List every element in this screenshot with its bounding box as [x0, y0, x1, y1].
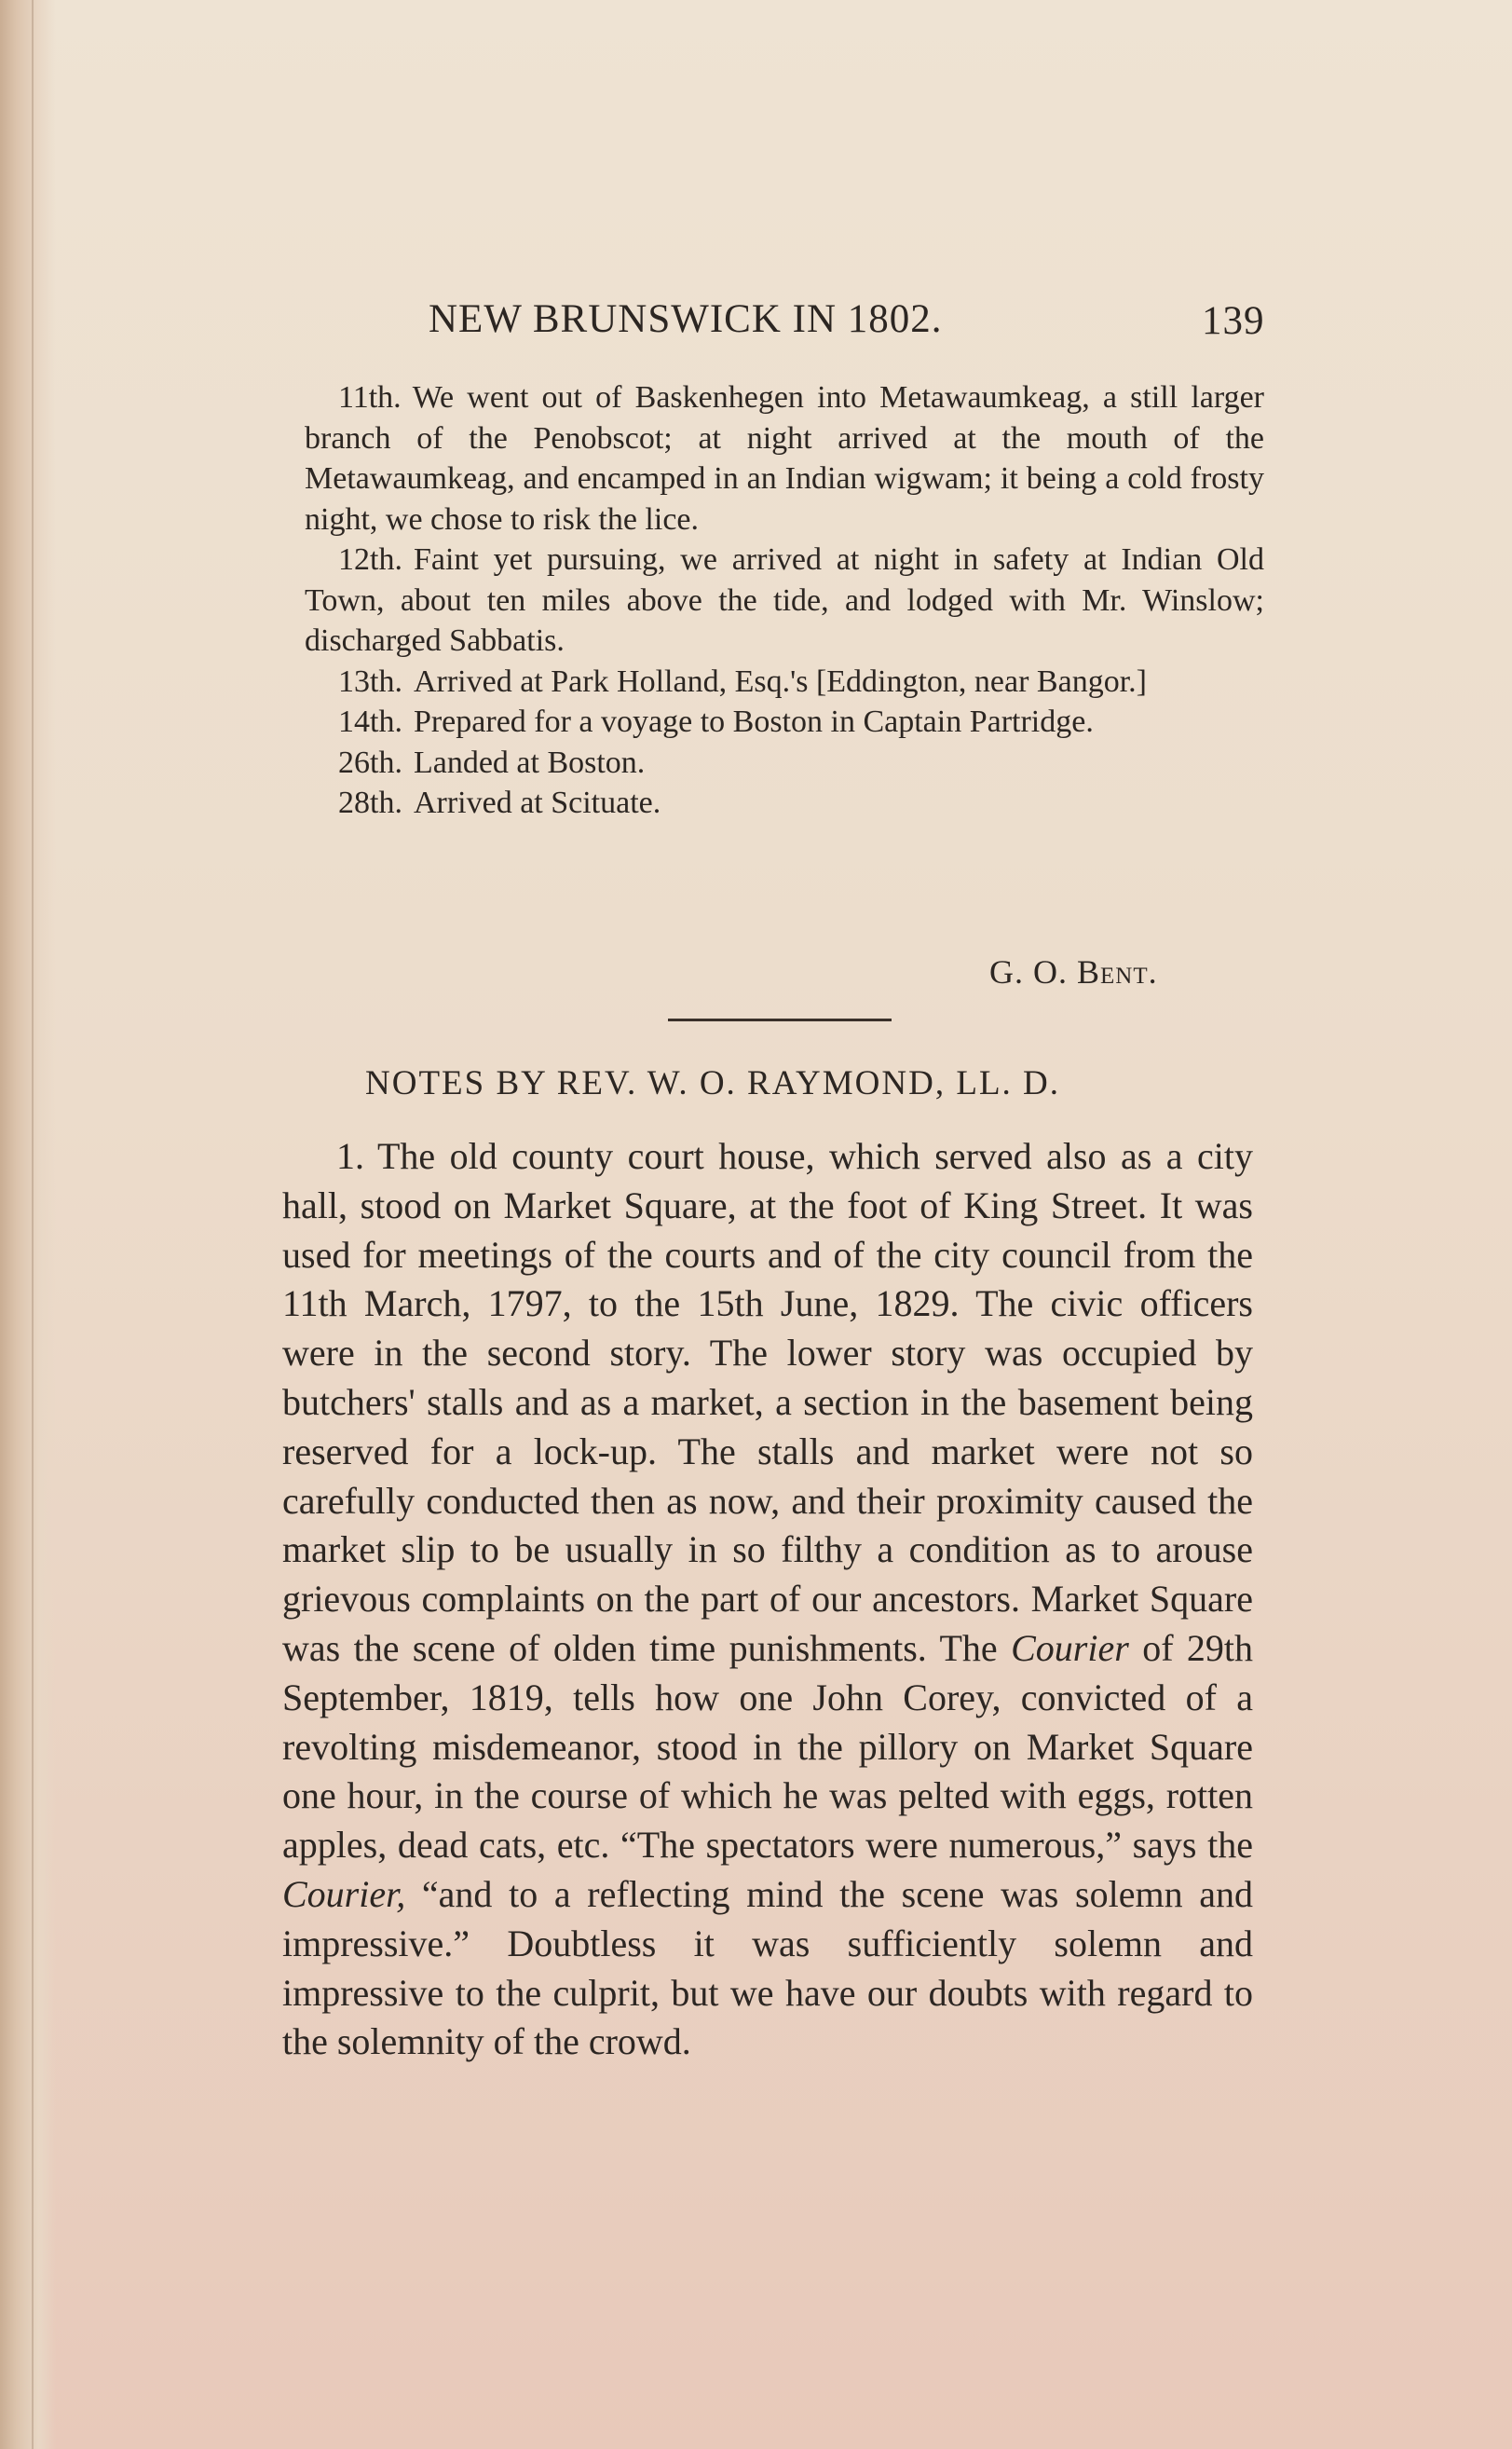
note-text: “and to a reflecting mind the scene was solemn and impressive.” Doubtless it was sufficiently solemn and impressive to the culprit, but we have our doubts with regard to the solemnity of the crowd.	[282, 1872, 1254, 2063]
entry-date: 13th.	[338, 664, 402, 699]
signature-surname: Bent.	[1077, 953, 1158, 991]
diary-entry	[305, 743, 1264, 784]
binding-shadow	[0, 0, 56, 2449]
entry-text: Prepared for a voyage to Boston in Captain Partridge.	[413, 705, 1094, 739]
running-head	[429, 296, 1286, 352]
diary-entry	[305, 783, 1264, 824]
binding-edge	[32, 0, 34, 2449]
diary-entry	[305, 662, 1264, 703]
diary-entry	[305, 540, 1264, 662]
signature-initials: G. O.	[989, 953, 1068, 991]
newspaper-title: Courier	[1011, 1626, 1129, 1669]
section-divider	[668, 1019, 892, 1021]
newspaper-title: Courier,	[282, 1872, 406, 1915]
diary-entry	[305, 377, 1264, 540]
entry-text: Landed at Boston.	[413, 745, 646, 780]
entry-date: 26th.	[338, 745, 402, 780]
note-text: The old county court house, which served also as a city hall, stood on Market Square, at the foot of King Street. It was used for meetings of the courts and of the city council from the 11th March, 1797, to the 15th June, 1829. The civic officers were in the second story. The lower story was occupied by butchers' stalls and as a market, a section in the basement being reserved for a lock-up. The stalls and market were not so carefully conducted then as now, and their proximity caused the market slip to be usually in so filthy a condition as to arouse grievous complaints on the part of our ancestors. Market Square was the scene of olden time punishments. The	[282, 1135, 1253, 1669]
entry-date: 14th.	[338, 705, 402, 739]
author-signature	[989, 952, 1158, 992]
diary-entries	[305, 377, 1264, 824]
entry-date: 11th.	[338, 380, 402, 415]
note-text: of 29th September, 1819, tells how one John Corey, convicted of a revolting misdemeanor, stood in the pillory on Market Square one hour, in the course of which he was pelted with eggs, rotten apples, dead cats, etc. “The spectators were numerous,” says the	[282, 1626, 1254, 1867]
entry-date: 12th.	[338, 542, 402, 577]
notes-heading: NOTES BY REV. W. O. RAYMOND, LL. D.	[365, 1064, 1061, 1102]
entry-text: Arrived at Park Holland, Esq.'s [Eddington, near Bangor.]	[413, 664, 1147, 699]
entry-text: Arrived at Scituate.	[413, 786, 661, 820]
page-number: 139	[1202, 299, 1265, 343]
entry-text: We went out of Baskenhegen into Metawaumkeag, a still larger branch of the Penobscot; at night arrived at the mouth of the Metawaumkeag, and encamped in an Indian wigwam; it being a cold frosty night, we chose to risk the lice.	[305, 380, 1264, 537]
note-number: 1.	[336, 1135, 364, 1177]
diary-entry	[305, 702, 1264, 743]
notes-body	[282, 1132, 1253, 2067]
running-head-title: NEW BRUNSWICK IN 1802.	[429, 297, 943, 341]
entry-text: Faint yet pursuing, we arrived at night in safety at Indian Old Town, about ten miles above the tide, and lodged with Mr. Winslow; discharged Sabbatis.	[305, 542, 1264, 658]
note-paragraph	[282, 1132, 1253, 2067]
entry-date: 28th.	[338, 786, 402, 820]
